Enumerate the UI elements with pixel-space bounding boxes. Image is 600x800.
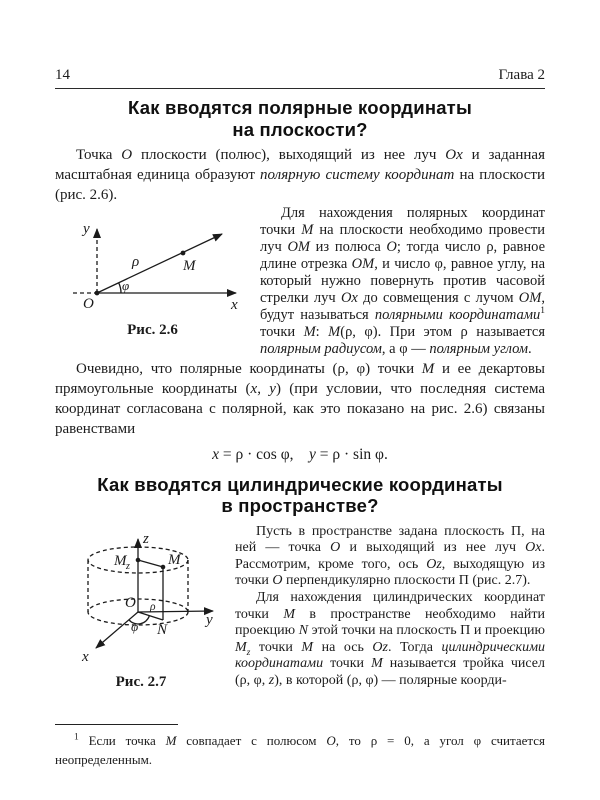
page-header: [55, 67, 545, 89]
point-m: [181, 251, 186, 256]
chapter-label: Глава 2: [498, 67, 545, 83]
cylindrical-diagram: [55, 527, 227, 669]
point-m-label: M: [183, 258, 196, 275]
y-axis-label: y: [83, 221, 90, 238]
footnote-rule: [55, 724, 178, 725]
section-title-line-2: в пространстве?: [221, 495, 379, 517]
section-title-cylindrical: [55, 474, 545, 517]
y-axis-label: y: [206, 611, 213, 628]
x-axis-label: x: [82, 648, 89, 665]
point-m-label: M: [168, 551, 181, 568]
origin-label: O: [83, 296, 94, 313]
polar-ray: [97, 234, 222, 293]
polar-figure-row: [55, 205, 545, 358]
relation-paragraph: Очевидно, что полярные координаты (ρ, φ) точки M и ее декартовы прямоугольные координаты (x, y) (при условии, что последняя система координат согласована с полярной, как это показано на рис. 2.6) связаны равенствами: [55, 361, 545, 437]
figure-2-7: [55, 524, 235, 691]
point-n-label: N: [157, 621, 168, 638]
phi-label: φ: [131, 618, 139, 634]
polar-formula: x = ρ · cos φ, y = ρ · sin φ.: [212, 445, 388, 463]
figure-2-7-caption: Рис. 2.7: [115, 673, 167, 690]
cylindrical-paragraph-1: Пусть в пространстве задана плоскость Π, на ней — точка O и выходящий из нее луч Ox. Рассмотрим, кроме того, ось Oz, выходящую из точки O перпендикулярно плоскости Π (рис. 2.7).: [235, 523, 545, 589]
x-axis-label: x: [231, 297, 238, 314]
z-axis-label: z: [143, 530, 149, 547]
rho-label: ρ: [150, 600, 156, 613]
footnote: [55, 724, 545, 769]
origin-point: [95, 291, 100, 296]
cylindrical-column: [235, 524, 545, 691]
polar-diagram: [55, 213, 250, 315]
point-m: [161, 564, 166, 569]
origin-label: O: [125, 594, 136, 611]
section-title-line-2: на плоскости?: [232, 118, 368, 140]
cylindrical-paragraph-2: Для нахождения цилиндрических координат точки M в пространстве необходимо найти проекцию N этой точки на плоскость Π и проекцию $M_z$ точки M на ось Oz. Тогда цилиндрическими координатами точки M называется тройка чисел (ρ, φ, z), в которой (ρ, φ) — полярные коорди-: [235, 589, 545, 688]
phi-label: φ: [122, 278, 130, 294]
page-body: [55, 97, 545, 721]
point-mz: [136, 557, 141, 562]
phi-angle-arc: [119, 283, 121, 293]
point-mz-label: M: [114, 552, 127, 569]
segment-mz-m: [138, 560, 163, 567]
rho-label: ρ: [132, 254, 140, 271]
polar-column-paragraph: Для нахождения полярных координат точки M на плоскости необходимо провести луч OM из полюса O; тогда число ρ, равное длине отрезка OM, и число φ, равное углу, на который нужно повернуть против часовой стрелки луч Ox до совмещения с лучом OM, будут называться полярными координатами$^1$ точки M: M(ρ, φ). При этом ρ называется полярным радиусом, а φ — полярным углом.: [260, 205, 545, 358]
segment-o-n: [138, 612, 163, 620]
section-title-line-1: Как вводятся полярные координаты: [128, 97, 472, 118]
page-number: 14: [55, 67, 70, 83]
footnote-text: $^1$ Если точка M совпадает с полюсом O, то ρ = 0, а угол φ считается неопределенным.: [55, 732, 545, 767]
section-title-polar: [55, 97, 545, 140]
section-title-line-1: Как вводятся цилиндрические координаты: [97, 473, 503, 495]
figure-2-6-caption: Рис. 2.6: [127, 322, 178, 339]
intro-paragraph: Точка O плоскости (полюс), выходящий из нее луч Ox и заданная масштабная единица образуют полярную систему координат на плоскости (рис. 2.6).: [55, 147, 545, 203]
cylindrical-figure-row: [55, 524, 545, 691]
point-mz-subscript: z: [126, 560, 130, 572]
figure-2-6: [55, 205, 260, 358]
